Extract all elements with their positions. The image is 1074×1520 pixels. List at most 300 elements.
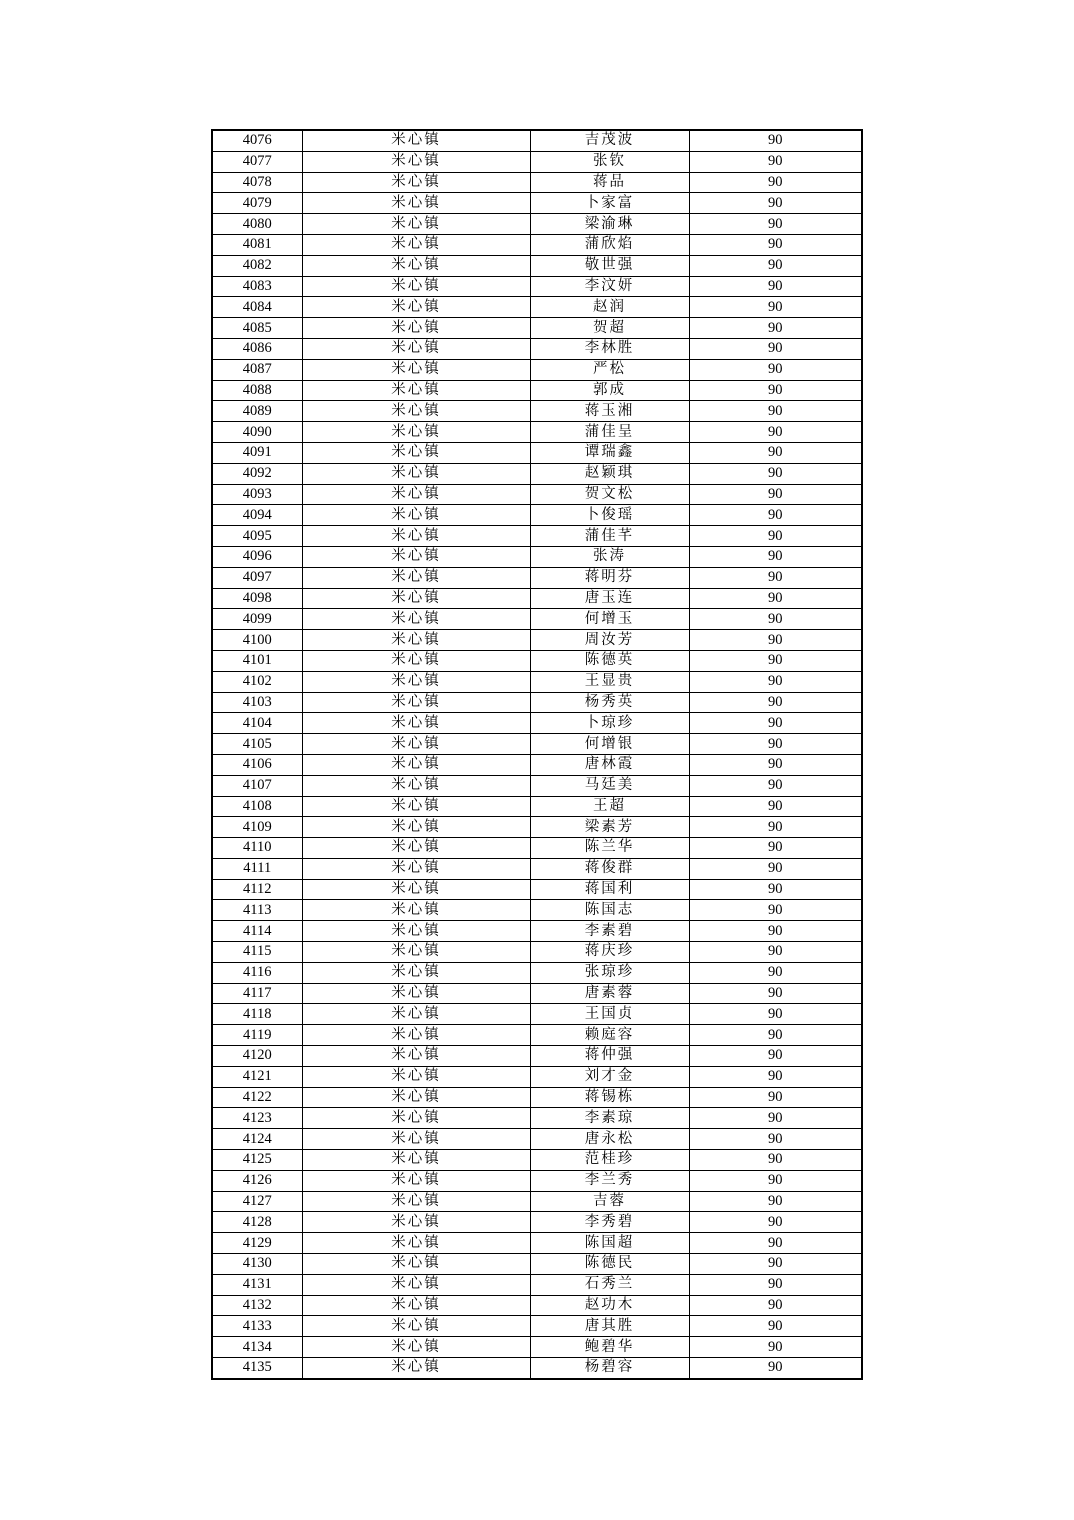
town-cell: 米心镇 <box>302 526 530 547</box>
score-cell: 90 <box>689 1191 862 1212</box>
row-number-cell: 4118 <box>212 1004 302 1025</box>
table-row <box>212 858 862 879</box>
table-row <box>212 380 862 401</box>
town-cell: 米心镇 <box>302 1274 530 1295</box>
score-cell: 90 <box>689 942 862 963</box>
name-cell: 李秀碧 <box>530 1212 689 1233</box>
town-cell: 米心镇 <box>302 422 530 443</box>
name-cell: 李林胜 <box>530 338 689 359</box>
town-cell: 米心镇 <box>302 401 530 422</box>
row-number-cell: 4104 <box>212 713 302 734</box>
town-cell: 米心镇 <box>302 754 530 775</box>
row-number-cell: 4079 <box>212 193 302 214</box>
table-row <box>212 879 862 900</box>
table-row <box>212 1233 862 1254</box>
table-row <box>212 442 862 463</box>
town-cell: 米心镇 <box>302 838 530 859</box>
row-number-cell: 4129 <box>212 1233 302 1254</box>
name-cell: 赵颖琪 <box>530 463 689 484</box>
score-cell: 90 <box>689 1295 862 1316</box>
table-row <box>212 214 862 235</box>
score-cell: 90 <box>689 775 862 796</box>
town-cell: 米心镇 <box>302 1295 530 1316</box>
table-row <box>212 1025 862 1046</box>
table-row <box>212 650 862 671</box>
score-cell: 90 <box>689 380 862 401</box>
town-cell: 米心镇 <box>302 276 530 297</box>
name-cell: 陈兰华 <box>530 838 689 859</box>
town-cell: 米心镇 <box>302 588 530 609</box>
row-number-cell: 4094 <box>212 505 302 526</box>
row-number-cell: 4120 <box>212 1046 302 1067</box>
score-cell: 90 <box>689 338 862 359</box>
data-table <box>211 129 863 1380</box>
row-number-cell: 4080 <box>212 214 302 235</box>
name-cell: 张钦 <box>530 151 689 172</box>
town-cell: 米心镇 <box>302 942 530 963</box>
score-cell: 90 <box>689 713 862 734</box>
row-number-cell: 4085 <box>212 318 302 339</box>
town-cell: 米心镇 <box>302 442 530 463</box>
table-row <box>212 484 862 505</box>
town-cell: 米心镇 <box>302 630 530 651</box>
score-cell: 90 <box>689 214 862 235</box>
score-cell: 90 <box>689 609 862 630</box>
score-cell: 90 <box>689 1274 862 1295</box>
row-number-cell: 4113 <box>212 900 302 921</box>
town-cell: 米心镇 <box>302 1358 530 1379</box>
row-number-cell: 4082 <box>212 255 302 276</box>
score-cell: 90 <box>689 422 862 443</box>
score-cell: 90 <box>689 172 862 193</box>
town-cell: 米心镇 <box>302 796 530 817</box>
town-cell: 米心镇 <box>302 338 530 359</box>
name-cell: 唐玉连 <box>530 588 689 609</box>
name-cell: 蒋品 <box>530 172 689 193</box>
table-row <box>212 1274 862 1295</box>
town-cell: 米心镇 <box>302 214 530 235</box>
row-number-cell: 4134 <box>212 1337 302 1358</box>
town-cell: 米心镇 <box>302 1150 530 1171</box>
town-cell: 米心镇 <box>302 1004 530 1025</box>
score-cell: 90 <box>689 1212 862 1233</box>
name-cell: 唐素蓉 <box>530 983 689 1004</box>
table-row <box>212 338 862 359</box>
score-cell: 90 <box>689 1046 862 1067</box>
row-number-cell: 4117 <box>212 983 302 1004</box>
score-cell: 90 <box>689 921 862 942</box>
score-cell: 90 <box>689 858 862 879</box>
table-row <box>212 1046 862 1067</box>
name-cell: 杨碧容 <box>530 1358 689 1379</box>
town-cell: 米心镇 <box>302 318 530 339</box>
table-row <box>212 1150 862 1171</box>
table-row <box>212 588 862 609</box>
name-cell: 王显贵 <box>530 671 689 692</box>
row-number-cell: 4111 <box>212 858 302 879</box>
table-row <box>212 1191 862 1212</box>
score-cell: 90 <box>689 838 862 859</box>
row-number-cell: 4116 <box>212 962 302 983</box>
name-cell: 蒋锡栋 <box>530 1087 689 1108</box>
town-cell: 米心镇 <box>302 1066 530 1087</box>
score-cell: 90 <box>689 1087 862 1108</box>
name-cell: 吉茂波 <box>530 130 689 151</box>
row-number-cell: 4103 <box>212 692 302 713</box>
town-cell: 米心镇 <box>302 692 530 713</box>
table-row <box>212 401 862 422</box>
score-cell: 90 <box>689 255 862 276</box>
score-cell: 90 <box>689 1150 862 1171</box>
table-row <box>212 754 862 775</box>
row-number-cell: 4092 <box>212 463 302 484</box>
name-cell: 杨秀英 <box>530 692 689 713</box>
name-cell: 蒲欣焰 <box>530 234 689 255</box>
row-number-cell: 4106 <box>212 754 302 775</box>
row-number-cell: 4124 <box>212 1129 302 1150</box>
town-cell: 米心镇 <box>302 1254 530 1275</box>
score-cell: 90 <box>689 1129 862 1150</box>
town-cell: 米心镇 <box>302 1129 530 1150</box>
table-row <box>212 983 862 1004</box>
name-cell: 陈国超 <box>530 1233 689 1254</box>
table-row <box>212 1108 862 1129</box>
row-number-cell: 4132 <box>212 1295 302 1316</box>
row-number-cell: 4098 <box>212 588 302 609</box>
table-row <box>212 734 862 755</box>
score-cell: 90 <box>689 1066 862 1087</box>
row-number-cell: 4126 <box>212 1170 302 1191</box>
name-cell: 何增玉 <box>530 609 689 630</box>
row-number-cell: 4101 <box>212 650 302 671</box>
row-number-cell: 4086 <box>212 338 302 359</box>
row-number-cell: 4096 <box>212 546 302 567</box>
row-number-cell: 4121 <box>212 1066 302 1087</box>
town-cell: 米心镇 <box>302 297 530 318</box>
score-cell: 90 <box>689 1025 862 1046</box>
score-cell: 90 <box>689 817 862 838</box>
town-cell: 米心镇 <box>302 1170 530 1191</box>
row-number-cell: 4131 <box>212 1274 302 1295</box>
name-cell: 卜琼珍 <box>530 713 689 734</box>
name-cell: 刘才金 <box>530 1066 689 1087</box>
town-cell: 米心镇 <box>302 255 530 276</box>
name-cell: 卜俊瑶 <box>530 505 689 526</box>
town-cell: 米心镇 <box>302 130 530 151</box>
row-number-cell: 4128 <box>212 1212 302 1233</box>
name-cell: 李素琼 <box>530 1108 689 1129</box>
score-cell: 90 <box>689 734 862 755</box>
table-row <box>212 1170 862 1191</box>
name-cell: 陈德民 <box>530 1254 689 1275</box>
score-cell: 90 <box>689 1004 862 1025</box>
name-cell: 何增银 <box>530 734 689 755</box>
town-cell: 米心镇 <box>302 567 530 588</box>
name-cell: 蒋国利 <box>530 879 689 900</box>
town-cell: 米心镇 <box>302 1337 530 1358</box>
town-cell: 米心镇 <box>302 484 530 505</box>
score-cell: 90 <box>689 193 862 214</box>
score-cell: 90 <box>689 1170 862 1191</box>
name-cell: 石秀兰 <box>530 1274 689 1295</box>
score-cell: 90 <box>689 318 862 339</box>
table-row <box>212 817 862 838</box>
row-number-cell: 4123 <box>212 1108 302 1129</box>
score-cell: 90 <box>689 754 862 775</box>
town-cell: 米心镇 <box>302 879 530 900</box>
town-cell: 米心镇 <box>302 234 530 255</box>
town-cell: 米心镇 <box>302 734 530 755</box>
town-cell: 米心镇 <box>302 650 530 671</box>
name-cell: 严松 <box>530 359 689 380</box>
town-cell: 米心镇 <box>302 1212 530 1233</box>
score-cell: 90 <box>689 276 862 297</box>
table-row <box>212 463 862 484</box>
name-cell: 周汝芳 <box>530 630 689 651</box>
table-row <box>212 630 862 651</box>
score-cell: 90 <box>689 567 862 588</box>
table-row <box>212 318 862 339</box>
score-cell: 90 <box>689 546 862 567</box>
table-row <box>212 505 862 526</box>
score-cell: 90 <box>689 796 862 817</box>
table-row <box>212 1212 862 1233</box>
table-row <box>212 297 862 318</box>
score-cell: 90 <box>689 671 862 692</box>
row-number-cell: 4114 <box>212 921 302 942</box>
row-number-cell: 4088 <box>212 380 302 401</box>
name-cell: 唐林霞 <box>530 754 689 775</box>
score-cell: 90 <box>689 484 862 505</box>
town-cell: 米心镇 <box>302 775 530 796</box>
name-cell: 鲍碧华 <box>530 1337 689 1358</box>
name-cell: 蒋明芬 <box>530 567 689 588</box>
score-cell: 90 <box>689 401 862 422</box>
name-cell: 陈德英 <box>530 650 689 671</box>
row-number-cell: 4110 <box>212 838 302 859</box>
row-number-cell: 4108 <box>212 796 302 817</box>
town-cell: 米心镇 <box>302 193 530 214</box>
score-cell: 90 <box>689 526 862 547</box>
score-cell: 90 <box>689 130 862 151</box>
table-row <box>212 359 862 380</box>
name-cell: 赖庭容 <box>530 1025 689 1046</box>
score-cell: 90 <box>689 983 862 1004</box>
score-cell: 90 <box>689 297 862 318</box>
town-cell: 米心镇 <box>302 1233 530 1254</box>
table-row <box>212 130 862 151</box>
row-number-cell: 4083 <box>212 276 302 297</box>
name-cell: 吉蓉 <box>530 1191 689 1212</box>
row-number-cell: 4130 <box>212 1254 302 1275</box>
name-cell: 蒲佳芊 <box>530 526 689 547</box>
table-row <box>212 838 862 859</box>
town-cell: 米心镇 <box>302 546 530 567</box>
name-cell: 唐永松 <box>530 1129 689 1150</box>
town-cell: 米心镇 <box>302 983 530 1004</box>
name-cell: 蒋仲强 <box>530 1046 689 1067</box>
town-cell: 米心镇 <box>302 1046 530 1067</box>
name-cell: 赵功木 <box>530 1295 689 1316</box>
table-row <box>212 172 862 193</box>
row-number-cell: 4125 <box>212 1150 302 1171</box>
table-row <box>212 713 862 734</box>
row-number-cell: 4105 <box>212 734 302 755</box>
score-cell: 90 <box>689 900 862 921</box>
name-cell: 王国贞 <box>530 1004 689 1025</box>
name-cell: 李汶妍 <box>530 276 689 297</box>
town-cell: 米心镇 <box>302 1025 530 1046</box>
score-cell: 90 <box>689 359 862 380</box>
table-row <box>212 526 862 547</box>
score-cell: 90 <box>689 1337 862 1358</box>
name-cell: 陈国志 <box>530 900 689 921</box>
table-row <box>212 671 862 692</box>
name-cell: 谭瑞鑫 <box>530 442 689 463</box>
row-number-cell: 4078 <box>212 172 302 193</box>
table-row <box>212 546 862 567</box>
score-cell: 90 <box>689 151 862 172</box>
town-cell: 米心镇 <box>302 505 530 526</box>
name-cell: 梁素芳 <box>530 817 689 838</box>
table-row <box>212 1316 862 1337</box>
row-number-cell: 4109 <box>212 817 302 838</box>
row-number-cell: 4115 <box>212 942 302 963</box>
name-cell: 蒋玉湘 <box>530 401 689 422</box>
score-cell: 90 <box>689 505 862 526</box>
town-cell: 米心镇 <box>302 1087 530 1108</box>
town-cell: 米心镇 <box>302 858 530 879</box>
table-row <box>212 1254 862 1275</box>
name-cell: 梁渝琳 <box>530 214 689 235</box>
document-page <box>211 129 861 1380</box>
name-cell: 唐其胜 <box>530 1316 689 1337</box>
name-cell: 马廷美 <box>530 775 689 796</box>
row-number-cell: 4091 <box>212 442 302 463</box>
table-row <box>212 1004 862 1025</box>
score-cell: 90 <box>689 650 862 671</box>
town-cell: 米心镇 <box>302 921 530 942</box>
name-cell: 王超 <box>530 796 689 817</box>
score-cell: 90 <box>689 234 862 255</box>
table-row <box>212 609 862 630</box>
row-number-cell: 4099 <box>212 609 302 630</box>
row-number-cell: 4084 <box>212 297 302 318</box>
score-cell: 90 <box>689 1254 862 1275</box>
table-row <box>212 775 862 796</box>
score-cell: 90 <box>689 1233 862 1254</box>
score-cell: 90 <box>689 442 862 463</box>
row-number-cell: 4081 <box>212 234 302 255</box>
name-cell: 赵润 <box>530 297 689 318</box>
score-cell: 90 <box>689 692 862 713</box>
score-cell: 90 <box>689 1108 862 1129</box>
row-number-cell: 4100 <box>212 630 302 651</box>
town-cell: 米心镇 <box>302 1191 530 1212</box>
town-cell: 米心镇 <box>302 962 530 983</box>
town-cell: 米心镇 <box>302 463 530 484</box>
table-row <box>212 255 862 276</box>
town-cell: 米心镇 <box>302 900 530 921</box>
table-row <box>212 1129 862 1150</box>
row-number-cell: 4133 <box>212 1316 302 1337</box>
score-cell: 90 <box>689 879 862 900</box>
row-number-cell: 4112 <box>212 879 302 900</box>
name-cell: 卜家富 <box>530 193 689 214</box>
town-cell: 米心镇 <box>302 817 530 838</box>
name-cell: 张琼珍 <box>530 962 689 983</box>
table-row <box>212 151 862 172</box>
row-number-cell: 4076 <box>212 130 302 151</box>
town-cell: 米心镇 <box>302 609 530 630</box>
row-number-cell: 4102 <box>212 671 302 692</box>
table-row <box>212 962 862 983</box>
town-cell: 米心镇 <box>302 151 530 172</box>
town-cell: 米心镇 <box>302 1108 530 1129</box>
table-body <box>212 130 862 1379</box>
row-number-cell: 4095 <box>212 526 302 547</box>
name-cell: 李素碧 <box>530 921 689 942</box>
table-row <box>212 193 862 214</box>
row-number-cell: 4119 <box>212 1025 302 1046</box>
table-row <box>212 921 862 942</box>
name-cell: 范桂珍 <box>530 1150 689 1171</box>
row-number-cell: 4089 <box>212 401 302 422</box>
table-row <box>212 796 862 817</box>
name-cell: 蒋俊群 <box>530 858 689 879</box>
score-cell: 90 <box>689 962 862 983</box>
table-row <box>212 900 862 921</box>
name-cell: 蒋庆珍 <box>530 942 689 963</box>
row-number-cell: 4090 <box>212 422 302 443</box>
score-cell: 90 <box>689 1358 862 1379</box>
town-cell: 米心镇 <box>302 671 530 692</box>
table-row <box>212 1066 862 1087</box>
row-number-cell: 4097 <box>212 567 302 588</box>
score-cell: 90 <box>689 588 862 609</box>
table-row <box>212 1358 862 1379</box>
town-cell: 米心镇 <box>302 380 530 401</box>
town-cell: 米心镇 <box>302 713 530 734</box>
table-row <box>212 567 862 588</box>
table-row <box>212 1087 862 1108</box>
score-cell: 90 <box>689 1316 862 1337</box>
name-cell: 敬世强 <box>530 255 689 276</box>
town-cell: 米心镇 <box>302 172 530 193</box>
name-cell: 蒲佳呈 <box>530 422 689 443</box>
row-number-cell: 4127 <box>212 1191 302 1212</box>
table-row <box>212 692 862 713</box>
name-cell: 贺文松 <box>530 484 689 505</box>
name-cell: 郭成 <box>530 380 689 401</box>
name-cell: 贺超 <box>530 318 689 339</box>
score-cell: 90 <box>689 630 862 651</box>
row-number-cell: 4077 <box>212 151 302 172</box>
town-cell: 米心镇 <box>302 359 530 380</box>
row-number-cell: 4107 <box>212 775 302 796</box>
row-number-cell: 4122 <box>212 1087 302 1108</box>
table-row <box>212 1295 862 1316</box>
table-row <box>212 422 862 443</box>
table-row <box>212 234 862 255</box>
table-row <box>212 1337 862 1358</box>
row-number-cell: 4093 <box>212 484 302 505</box>
name-cell: 李兰秀 <box>530 1170 689 1191</box>
row-number-cell: 4087 <box>212 359 302 380</box>
table-row <box>212 276 862 297</box>
name-cell: 张涛 <box>530 546 689 567</box>
table-row <box>212 942 862 963</box>
